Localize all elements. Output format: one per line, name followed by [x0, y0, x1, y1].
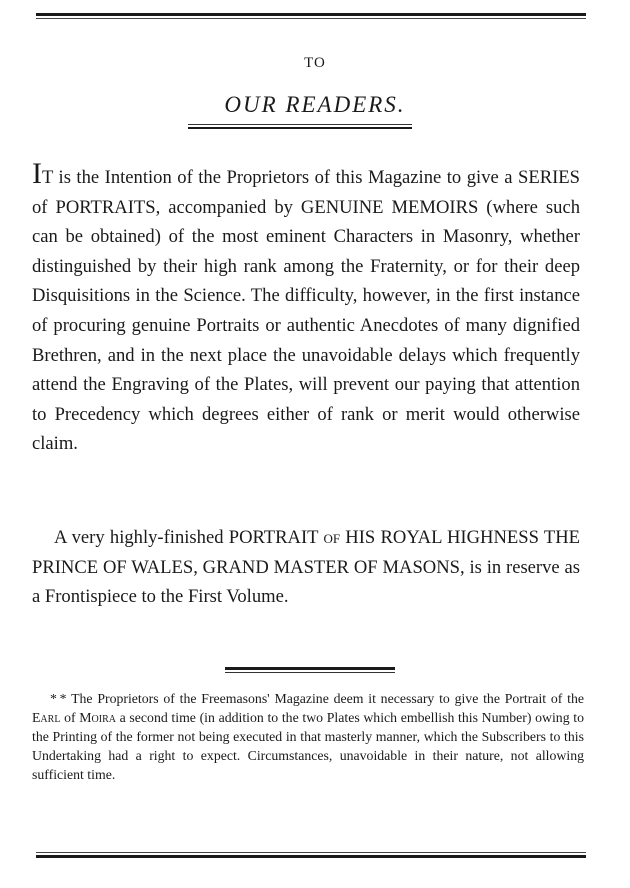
note-separator-thin [225, 672, 395, 673]
paragraph-portrait-text-2: HIS ROYAL HIGHNESS THE PRINCE OF WALES, GRAND MASTER OF MASONS, is in reserve as a Frontispiece to the First Volume. [32, 527, 580, 608]
paragraph-intention-text: T is the Intention of the Proprietors of this Magazine to give a SERIES of PORTRAITS, accompanied by GENUINE MEMOIRS (where such can be obtained) of the most eminent Characters in Masonry, whether distinguished by their high rank among the Fraternity, or for their deep Disquisitions in the Science. The difficulty, however, in the first instance of procuring genuine Portraits or authentic Anecdotes of many dignified Brethren, and in the next place the unavoidable delays which frequently attend the Engraving of the Plates, will prevent our paying that attention to Precedency which degrees either of rank or merit would otherwise claim. [32, 167, 580, 455]
footnote-text-1: The Proprietors of the Freemasons' Magazine deem it necessary to give the Portrait of the [71, 691, 584, 706]
footnote-text-2: a second time (in addition to the two Plates which embellish this Number) owing to the Printing of the former not being executed in that masterly manner, which the Subscribers to this Undertaking had a right to expect. Circumstances, unavoidable in their nature, not allowing sufficient time. [32, 710, 584, 782]
title-underline-thin [188, 124, 412, 125]
footnote-moira: Moira [79, 710, 116, 725]
page-title: OUR READERS. [224, 92, 406, 117]
title-underline-thick [188, 127, 412, 129]
bottom-border-rule-thin [36, 852, 586, 853]
note-separator-thick [225, 667, 395, 670]
drop-cap: I [32, 157, 42, 190]
footnote-earl: Earl [32, 710, 61, 725]
paragraph-portrait-of: of [323, 527, 341, 548]
paragraph-portrait-text-1: A very highly-finished PORTRAIT [54, 527, 324, 548]
asterism-icon: * * [50, 691, 72, 706]
bottom-border-rule-thick [36, 855, 586, 858]
paragraph-intention [32, 157, 580, 459]
footnote-text-mid: of [60, 710, 80, 725]
footnote [32, 689, 584, 784]
top-border-rule-thick [36, 13, 586, 16]
top-border-rule-thin [36, 18, 586, 19]
heading-to: TO [304, 55, 326, 71]
paragraph-portrait [32, 523, 580, 612]
